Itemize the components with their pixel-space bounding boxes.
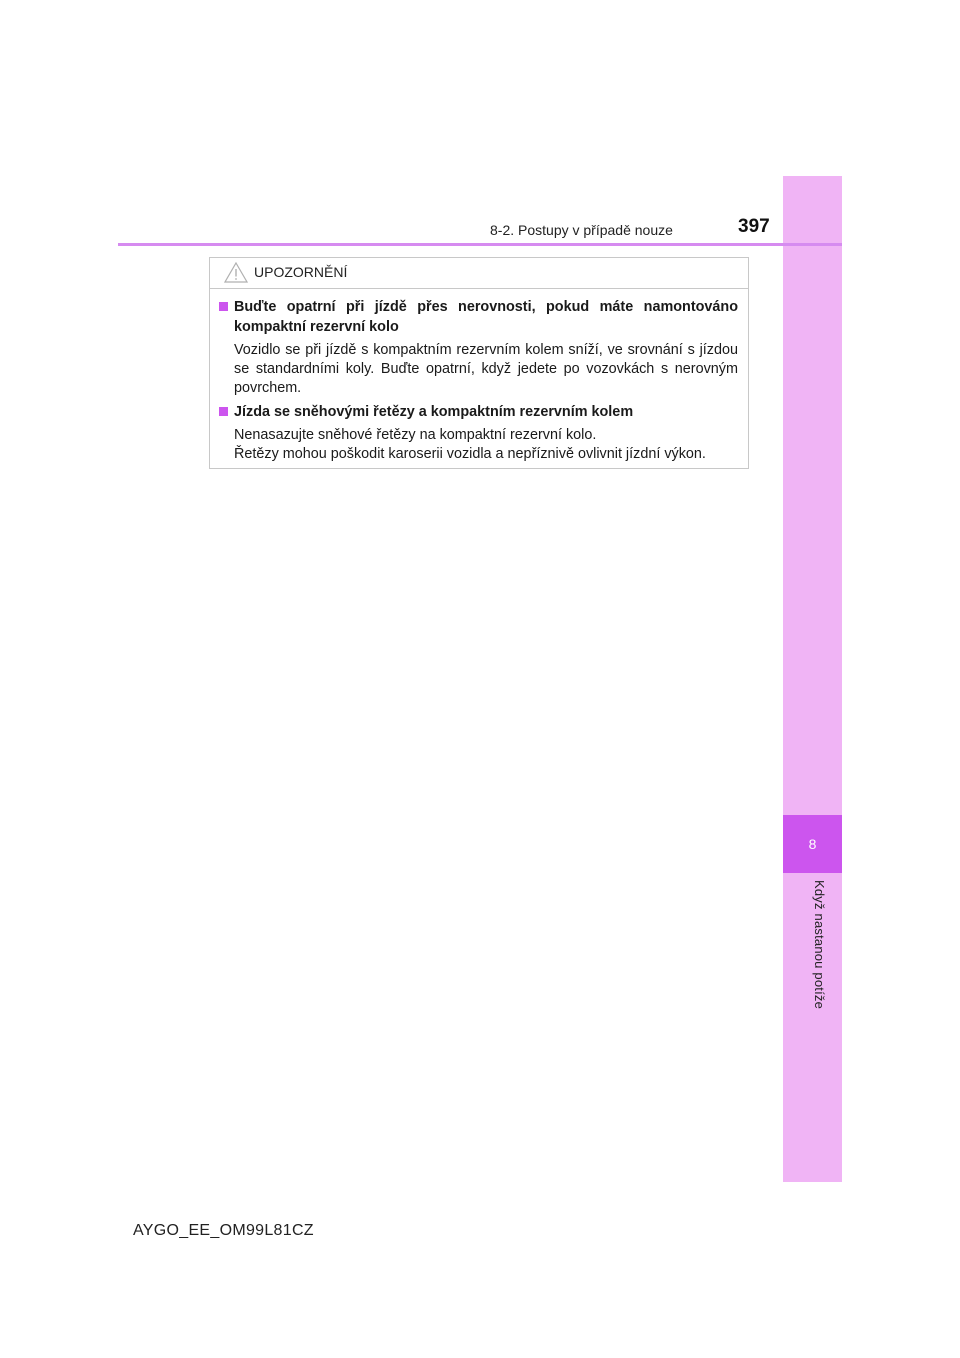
warning-header <box>210 258 748 289</box>
warning-item <box>219 297 738 398</box>
section-title: 8-2. Postupy v případě nouze <box>490 222 673 238</box>
side-tab <box>783 176 842 1182</box>
square-bullet-icon <box>219 407 228 416</box>
document-code: AYGO_EE_OM99L81CZ <box>133 1222 314 1239</box>
chapter-number: 8 <box>808 836 817 852</box>
warning-item <box>219 402 738 464</box>
page-number: 397 <box>738 216 770 237</box>
chapter-number-badge <box>783 815 842 873</box>
chapter-label: Když nastanou potíže <box>812 880 827 1010</box>
square-bullet-icon <box>219 302 228 311</box>
warning-item-heading: Jízda se sněhovými řetězy a kompaktním rezervním kolem <box>234 404 634 420</box>
warning-triangle-icon <box>224 262 248 288</box>
warning-item-text: Vozidlo se při jízdě s kompaktním rezervním kolem sníží, ve srovnání s jízdou se standardními koly. Buďte opatrní, když jedete po vozovkách s nerovným povrchem. <box>234 342 738 396</box>
warning-item-text: Řetězy mohou poškodit karoserii vozidla a nepříznivě ovlivnit jízdní výkon. <box>234 446 706 462</box>
warning-title: UPOZORNĚNÍ <box>254 264 348 280</box>
warning-box <box>209 257 749 469</box>
header-divider <box>118 243 842 246</box>
warning-item-text: Nenasazujte sněhové řetězy na kompaktní rezervní kolo. <box>234 427 597 443</box>
warning-item-heading: Buďte opatrní při jízdě přes nerovnosti, pokud máte namontováno kompaktní rezervní kolo <box>234 299 738 335</box>
warning-body <box>210 289 748 464</box>
